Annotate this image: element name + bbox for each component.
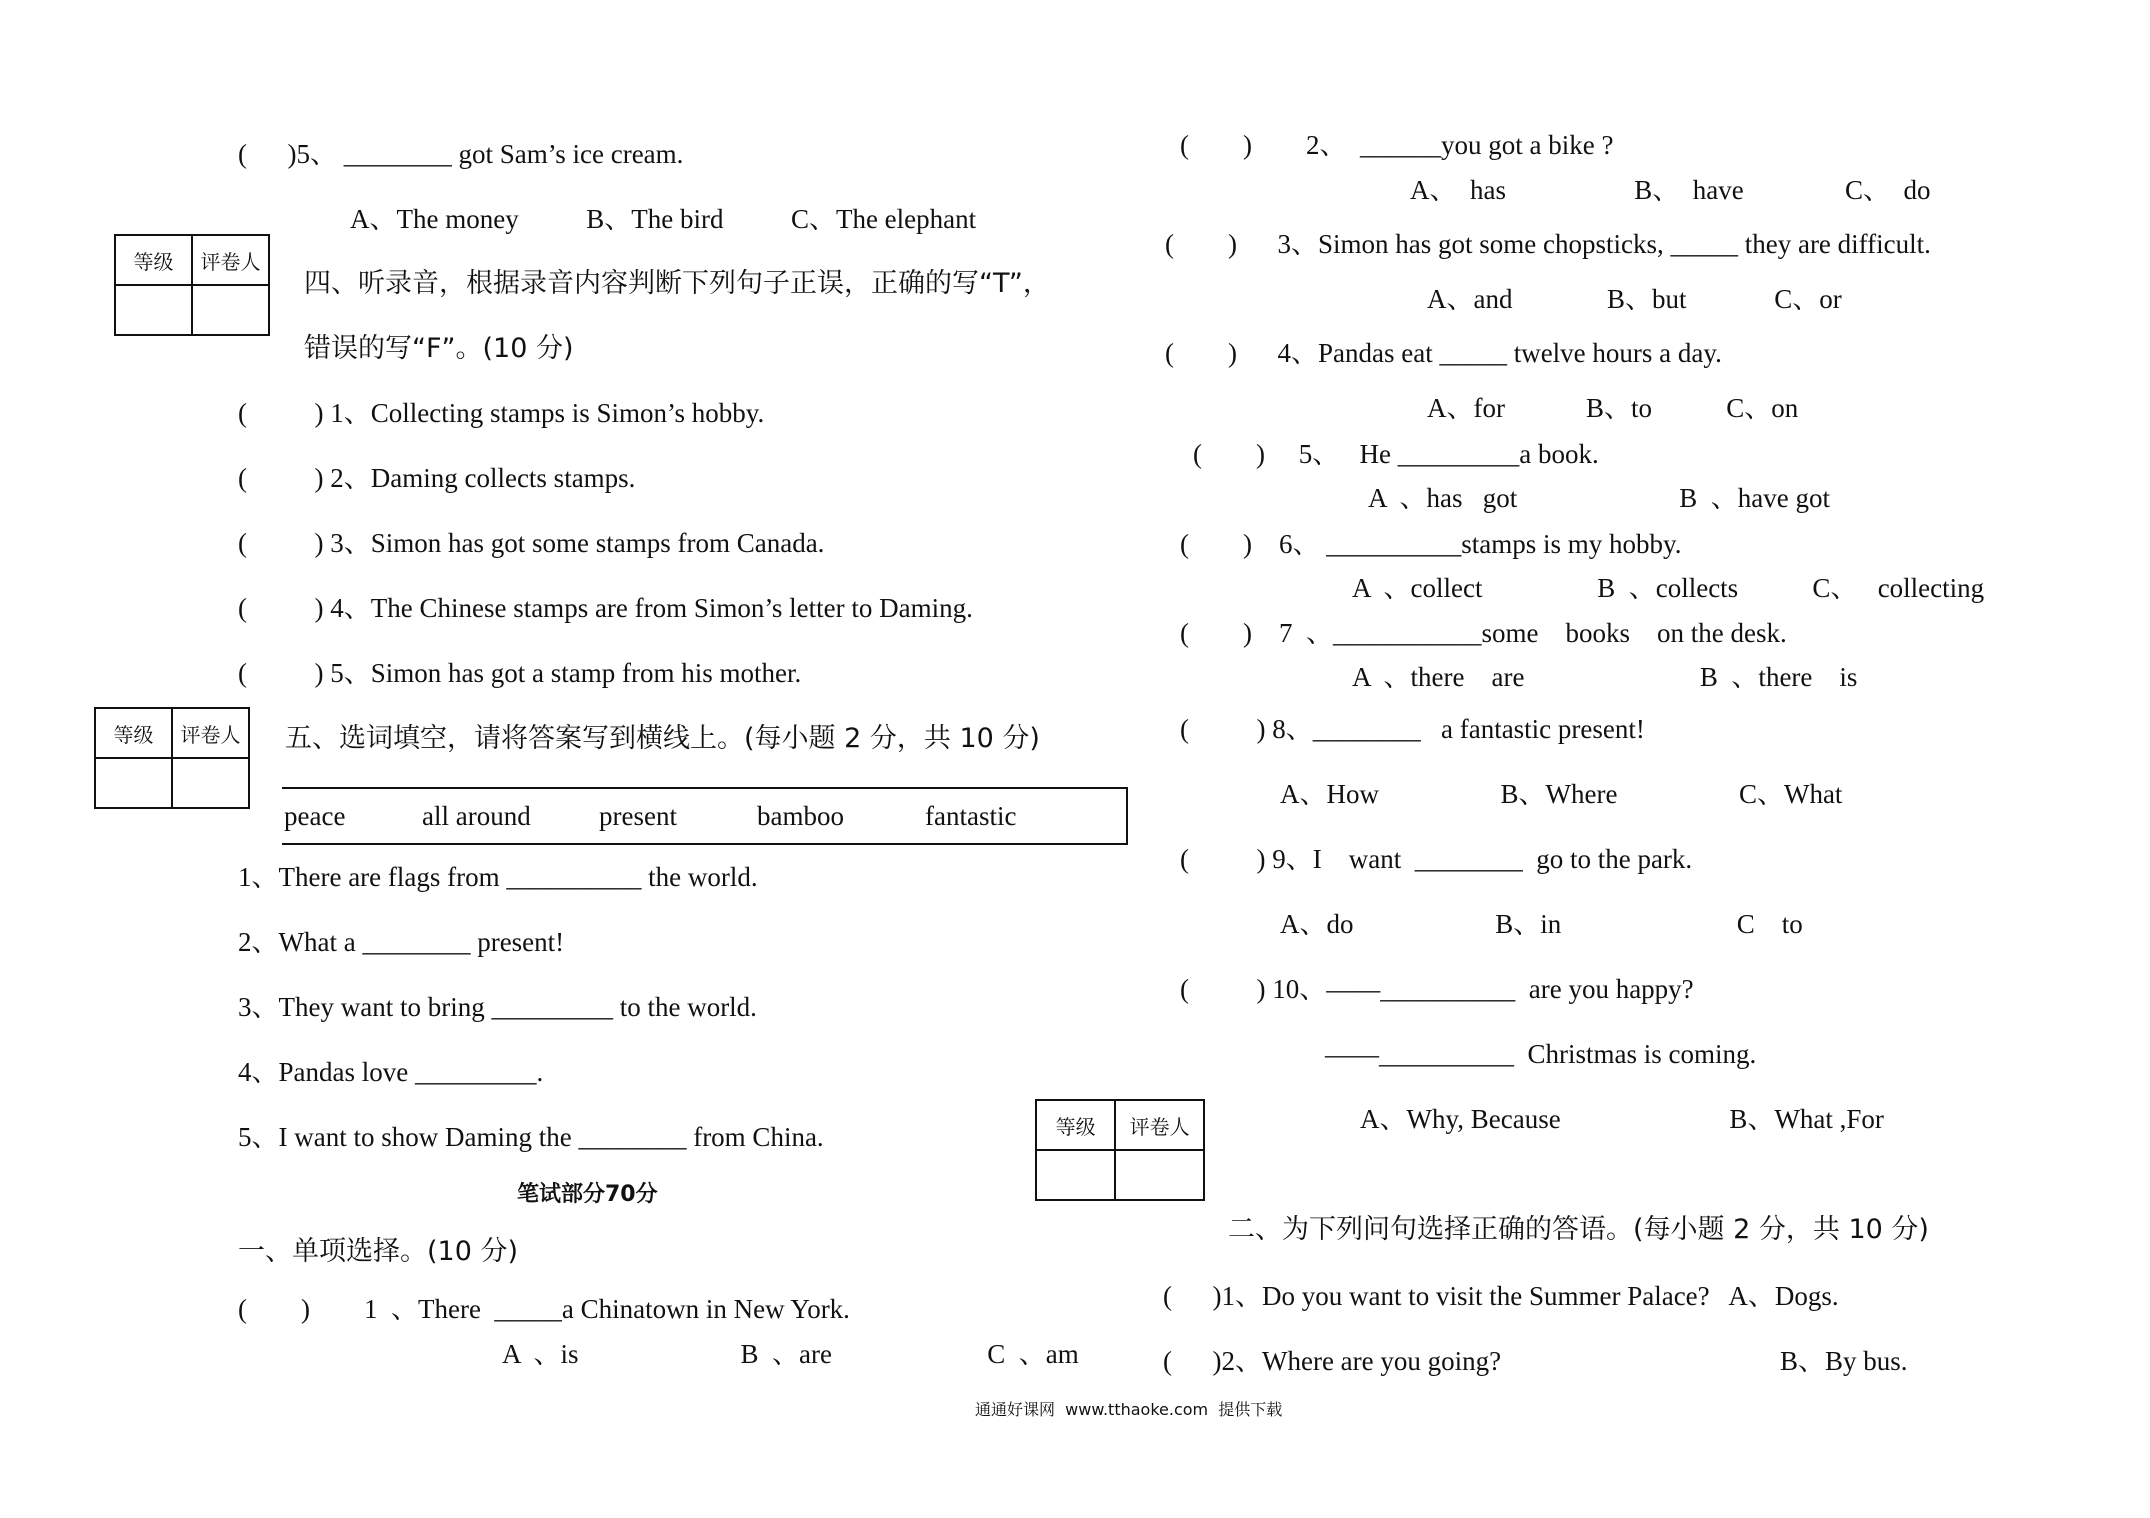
- right-question-line: ( ) 3、Simon has got some chopsticks, _____ they are difficult.: [1165, 229, 1931, 259]
- footer-note: 通通好课网 www.tthaoke.com 提供下载: [975, 1400, 1283, 1419]
- word-bank-item: bamboo: [757, 801, 844, 831]
- grade-label: 等级: [115, 235, 192, 285]
- right-question-line: A 、there are B 、there is: [1352, 662, 1858, 692]
- right-question-line: ( ) 5、 He _________a book.: [1193, 439, 1599, 469]
- section2-q2: ( )2、Where are you going?: [1163, 1346, 1502, 1376]
- grade-label: 等级: [1036, 1100, 1115, 1150]
- section4-title: 四、听录音，根据录音内容判断下列句子正误，正确的写“T”，: [304, 268, 1050, 299]
- right-question-line: ( ) 7 、___________some books on the desk.: [1180, 618, 1787, 648]
- right-question-line: A、How B、Where C、What: [1280, 779, 1843, 809]
- section5-title: 五、选词填空，请将答案写到横线上。(每小题 2 分，共 10 分): [285, 723, 1040, 754]
- reviewer-label: 评卷人: [172, 708, 249, 758]
- right-question-line: ( ) 10、——__________ are you happy?: [1180, 974, 1694, 1004]
- listen-q5-line: ( )5、 ________ got Sam’s ice cream.: [238, 139, 684, 169]
- right-question-line: A、do B、in C to: [1280, 909, 1803, 939]
- right-question-line: A 、has got B 、have got: [1368, 483, 1830, 513]
- word-bank: [282, 787, 1128, 845]
- section5-item: 1、There are flags from __________ the world.: [238, 862, 758, 892]
- grade-box-right-section2: [1035, 1099, 1205, 1201]
- right-question-line: A、and B、but C、or: [1427, 284, 1842, 314]
- right-question-line: ( ) 2、 ______you got a bike ?: [1180, 130, 1614, 160]
- reviewer-label: 评卷人: [1115, 1100, 1204, 1150]
- right-question-line: ( ) 6、 __________stamps is my hobby.: [1180, 529, 1682, 559]
- right-question-line: ——__________ Christmas is coming.: [1325, 1039, 1757, 1069]
- section4-item: ( ) 1、Collecting stamps is Simon’s hobby.: [238, 398, 765, 428]
- section2-q2-answer: B、By bus.: [1780, 1346, 1908, 1376]
- section5-item: 4、Pandas love _________.: [238, 1057, 544, 1087]
- grade-label: 等级: [95, 708, 172, 758]
- grade-box-section4: [114, 234, 270, 336]
- section5-item: 2、What a ________ present!: [238, 927, 565, 957]
- grade-cell[interactable]: [1036, 1150, 1115, 1200]
- section4-item: ( ) 5、Simon has got a stamp from his mother.: [238, 658, 802, 688]
- grade-box-section5: [94, 707, 250, 809]
- section4-item: ( ) 3、Simon has got some stamps from Canada.: [238, 528, 825, 558]
- right-question-line: A、 has B、 have C、 do: [1410, 175, 1931, 205]
- right-question-line: ( ) 9、I want ________ go to the park.: [1180, 844, 1693, 874]
- section4-title-line2: 错误的写“F”。(10 分): [304, 333, 574, 364]
- right-question-line: ( ) 8、________ a fantastic present!: [1180, 714, 1645, 744]
- section5-item: 5、I want to show Daming the ________ from China.: [238, 1122, 824, 1152]
- section1-title: 一、单项选择。(10 分): [238, 1236, 519, 1267]
- word-bank-item: present: [599, 801, 677, 831]
- section2-q1: ( )1、Do you want to visit the Summer Palace? A、Dogs.: [1163, 1281, 1839, 1311]
- word-bank-item: peace: [284, 801, 346, 831]
- reviewer-label: 评卷人: [192, 235, 269, 285]
- word-bank-item: fantastic: [925, 801, 1017, 831]
- written-part-heading: 笔试部分70分: [517, 1182, 658, 1207]
- reviewer-cell[interactable]: [192, 285, 269, 335]
- grade-cell[interactable]: [95, 758, 172, 808]
- grade-cell[interactable]: [115, 285, 192, 335]
- right-question-line: A、Why, Because B、What ,For: [1360, 1104, 1884, 1134]
- section1-q1-options: A 、is B 、are C 、am: [502, 1339, 1079, 1369]
- right-question-line: ( ) 4、Pandas eat _____ twelve hours a day.: [1165, 338, 1722, 368]
- section4-item: ( ) 4、The Chinese stamps are from Simon’s letter to Daming.: [238, 593, 973, 623]
- section5-item: 3、They want to bring _________ to the world.: [238, 992, 757, 1022]
- section2-title: 二、为下列问句选择正确的答语。(每小题 2 分，共 10 分): [1228, 1214, 1929, 1245]
- section4-item: ( ) 2、Daming collects stamps.: [238, 463, 636, 493]
- section1-q1: ( ) 1 、There _____a Chinatown in New York.: [238, 1294, 850, 1324]
- reviewer-cell[interactable]: [172, 758, 249, 808]
- right-question-line: A、for B、to C、on: [1427, 393, 1799, 423]
- word-bank-item: all around: [422, 801, 531, 831]
- right-question-line: A 、collect B 、collects C、 collecting: [1352, 573, 1985, 603]
- listen-q5-options: A、The money B、The bird C、The elephant: [350, 204, 977, 234]
- reviewer-cell[interactable]: [1115, 1150, 1204, 1200]
